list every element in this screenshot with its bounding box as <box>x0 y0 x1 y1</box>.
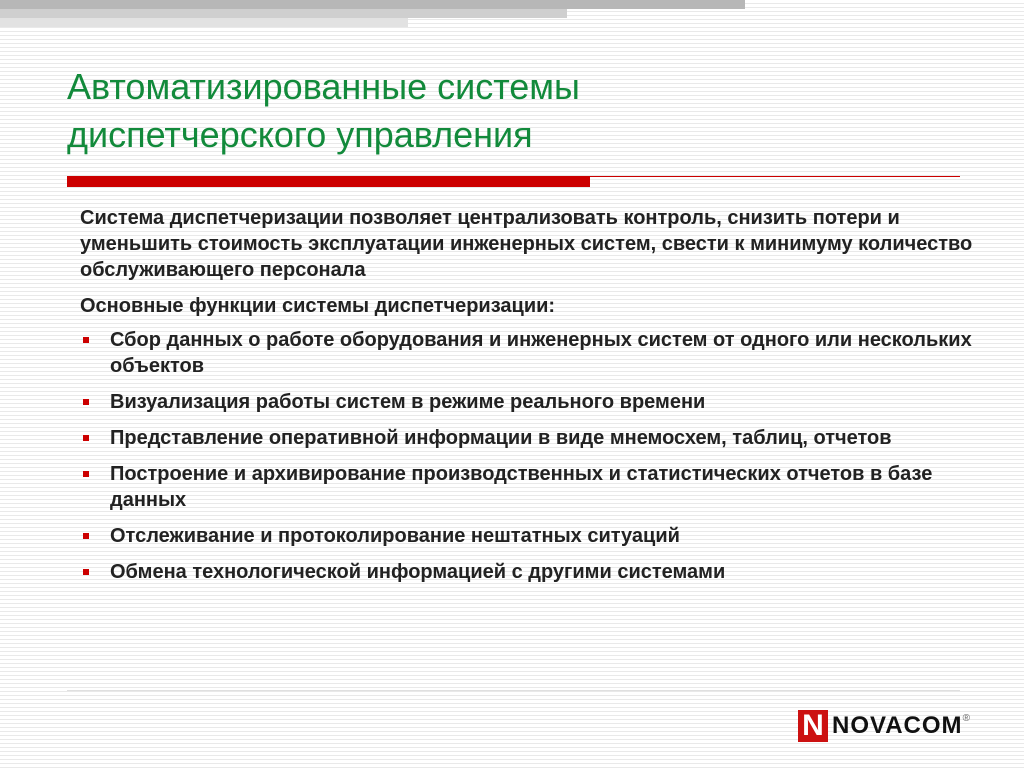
bullet-square-icon <box>83 569 89 575</box>
bullet-square-icon <box>83 533 89 539</box>
bullet-square-icon <box>83 471 89 477</box>
list-item <box>80 559 980 585</box>
bullet-square-icon <box>83 399 89 405</box>
title-underline-red <box>67 176 590 187</box>
list-item-text: Представление оперативной информации в виде мнемосхем, таблиц, отчетов <box>110 427 892 449</box>
bullet-square-icon <box>83 337 89 343</box>
functions-list <box>80 327 980 585</box>
registered-mark: ® <box>962 712 970 724</box>
list-item <box>80 327 980 379</box>
title-line-2: диспетчерского управления <box>67 114 533 155</box>
decor-bar-3 <box>0 18 408 27</box>
slide-title <box>67 63 967 159</box>
list-item-text: Отслеживание и протоколирование нештатных ситуаций <box>110 525 680 547</box>
list-item-text: Обмена технологической информацией с другими системами <box>110 561 726 583</box>
title-line-1: Автоматизированные системы <box>67 66 580 107</box>
list-item <box>80 389 980 415</box>
logo-letter: N <box>798 710 828 742</box>
list-item-text: Визуализация работы систем в режиме реального времени <box>110 391 706 413</box>
footer-divider <box>67 690 960 691</box>
functions-heading: Основные функции системы диспетчеризации: <box>80 295 556 317</box>
bullet-square-icon <box>83 435 89 441</box>
title-underline-thin <box>590 176 960 177</box>
slide-body <box>80 205 980 595</box>
list-item <box>80 461 980 513</box>
intro-paragraph: Система диспетчеризации позволяет централизовать контроль, снизить потери и уменьшить стоимость эксплуатации инженерных систем, свести к минимуму количество обслуживающего персонала <box>80 207 973 281</box>
list-item <box>80 523 980 549</box>
list-item <box>80 425 980 451</box>
list-item-text: Сбор данных о работе оборудования и инженерных систем от одного или нескольких объектов <box>110 329 972 377</box>
decor-bar-1 <box>0 0 745 9</box>
list-item-text: Построение и архивирование производственных и статистических отчетов в базе данных <box>110 463 933 511</box>
logo-text: NOVACOM <box>832 712 963 739</box>
novacom-logo <box>798 710 970 742</box>
decor-bar-2 <box>0 9 567 18</box>
